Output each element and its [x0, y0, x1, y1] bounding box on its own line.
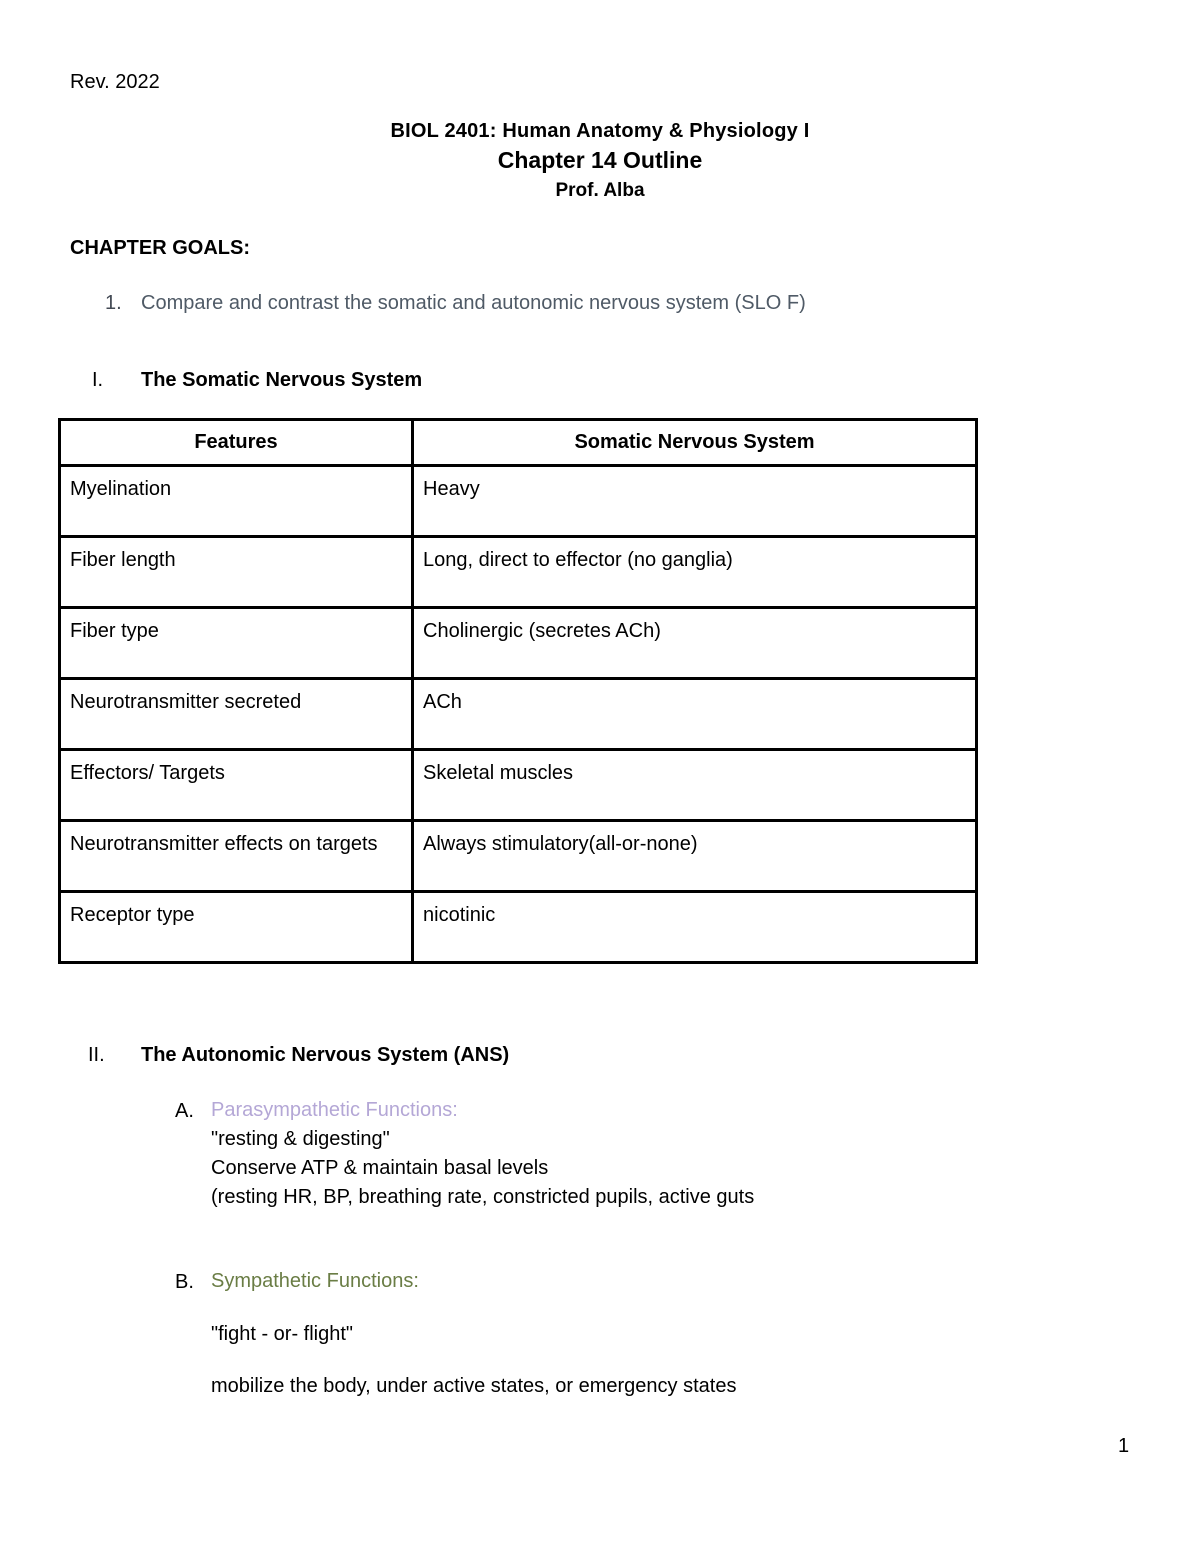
sympathetic-title: Sympathetic Functions [211, 1270, 414, 1292]
table-cell [413, 537, 977, 608]
table-cell [413, 892, 977, 963]
table-cell [413, 466, 977, 537]
table-cell [60, 892, 413, 963]
table-row [60, 466, 977, 537]
page-number: 1 [1118, 1435, 1130, 1457]
cell-text: Neurotransmitter secreted [70, 691, 302, 713]
subsection-line: mobilize the body, under active states, or emergency states [211, 1375, 737, 1397]
column-header: Features [60, 420, 413, 466]
section-title: The Autonomic Nervous System (ANS) [141, 1044, 510, 1066]
cell-text: Fiber length [70, 549, 176, 571]
table-header-row [60, 420, 977, 466]
table-cell [60, 537, 413, 608]
cell-text: Skeletal muscles [423, 762, 574, 784]
table-cell [60, 679, 413, 750]
cell-text: nicotinic [423, 904, 496, 926]
table-row [60, 892, 977, 963]
cell-text: Long, direct to effector (no ganglia) [423, 549, 733, 571]
sympathetic-title-line [211, 1267, 419, 1296]
professor-name: Prof. Alba [555, 180, 645, 201]
table-cell [413, 821, 977, 892]
goal-number: 1. [105, 292, 122, 314]
chapter-goals-heading: CHAPTER GOALS: [70, 237, 250, 259]
section-numeral: I. [92, 369, 104, 391]
parasympathetic-block [211, 1096, 754, 1212]
parasympathetic-title: Parasympathetic Functions: [211, 1099, 458, 1121]
sympathetic-title-colon: : [413, 1270, 419, 1292]
subsection-line: Conserve ATP & maintain basal levels [211, 1157, 549, 1179]
table-cell [413, 750, 977, 821]
chapter-title: Chapter 14 Outline [497, 147, 703, 173]
table-row [60, 608, 977, 679]
cell-text: ACh [423, 691, 462, 713]
table-cell [60, 750, 413, 821]
cell-text: Always stimulatory(all-or-none) [423, 833, 698, 855]
table-cell [413, 608, 977, 679]
subsection-line: "fight - or- flight" [211, 1323, 354, 1345]
section-title: The Somatic Nervous System [141, 369, 423, 391]
table-cell [60, 821, 413, 892]
cell-text: Heavy [423, 478, 480, 500]
table-row [60, 679, 977, 750]
cell-text: Neurotransmitter effects on targets [70, 833, 378, 855]
table-row [60, 821, 977, 892]
column-header: Somatic Nervous System [413, 420, 977, 466]
revision-label: Rev. 2022 [70, 71, 160, 93]
cell-text: Receptor type [70, 904, 195, 926]
section-numeral: II. [88, 1044, 105, 1066]
cell-text: Myelination [70, 478, 172, 500]
subsection-line: "resting & digesting" [211, 1128, 390, 1150]
subsection-line: (resting HR, BP, breathing rate, constricted pupils, active guts [211, 1186, 755, 1208]
table-row [60, 537, 977, 608]
cell-text: Effectors/ Targets [70, 762, 225, 784]
table-row [60, 750, 977, 821]
table-cell [60, 608, 413, 679]
subsection-letter: A. [175, 1100, 194, 1122]
cell-text: Cholinergic (secretes ACh) [423, 620, 661, 642]
somatic-features-table [58, 418, 978, 964]
subsection-letter: B. [175, 1271, 194, 1293]
table-cell [413, 679, 977, 750]
table-cell [60, 466, 413, 537]
cell-text: Fiber type [70, 620, 159, 642]
course-title: BIOL 2401: Human Anatomy & Physiology I [390, 120, 810, 142]
goal-text: Compare and contrast the somatic and autonomic nervous system (SLO F) [141, 292, 806, 314]
